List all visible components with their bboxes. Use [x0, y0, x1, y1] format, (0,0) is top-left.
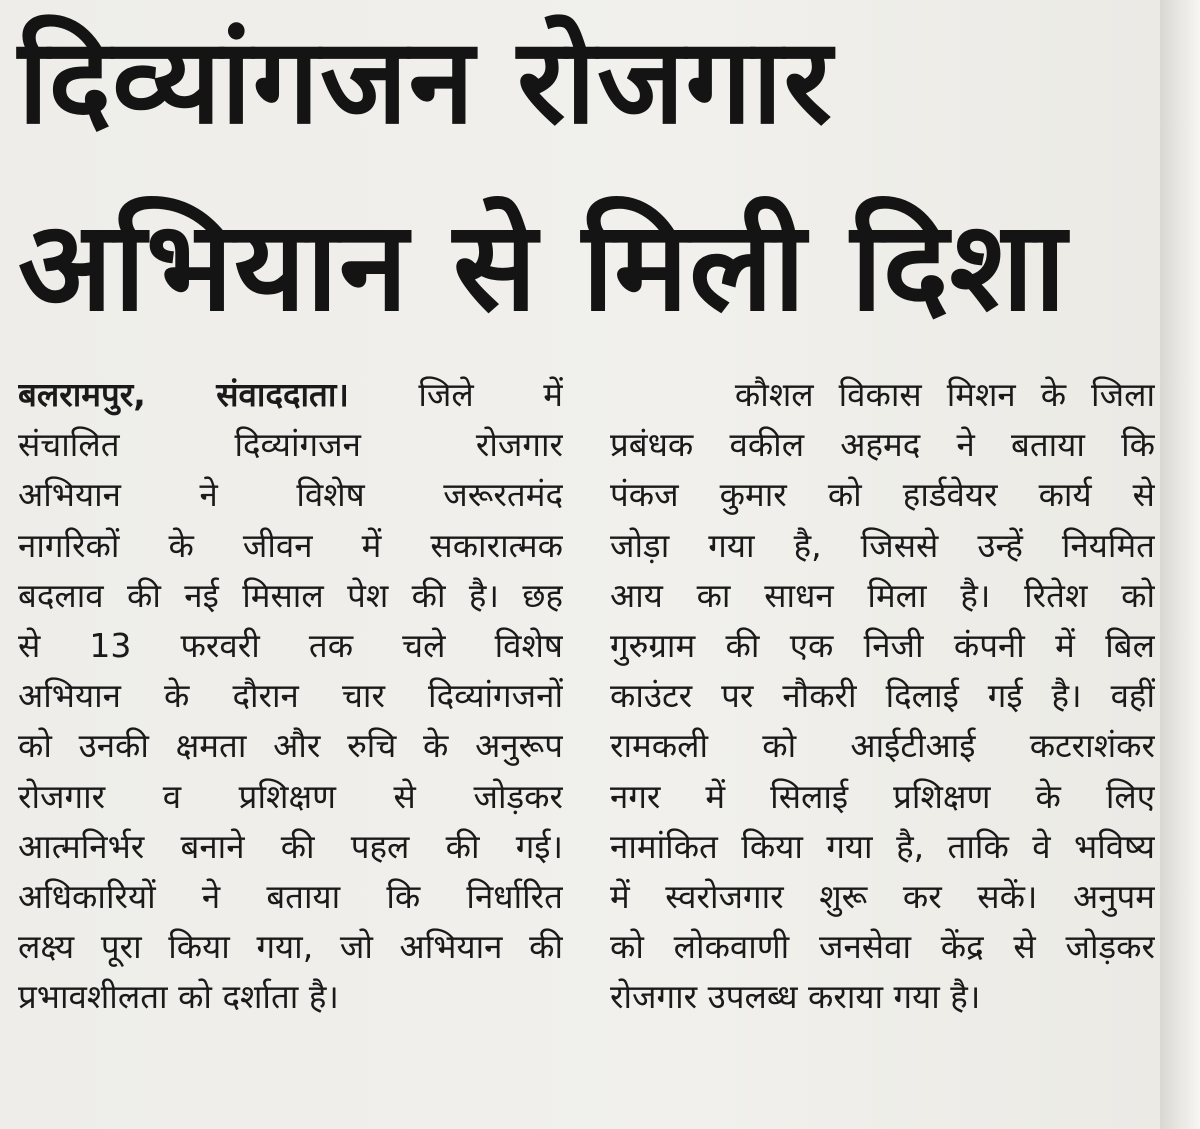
right-column	[610, 370, 1155, 1022]
left-line-2: संचालित दिव्यांगजन रोजगार	[18, 425, 563, 465]
page-edge	[1160, 0, 1200, 1129]
right-line-10: नामांकित किया गया है, ताकि वे भविष्य	[610, 826, 1155, 866]
right-line-12: को लोकवाणी जनसेवा केंद्र से जोड़कर	[610, 927, 1155, 967]
left-line-8: को उनकी क्षमता और रुचि के अनुरूप	[18, 726, 563, 766]
left-column	[18, 370, 563, 1022]
headline-line-1: दिव्यांगजन रोजगार	[18, 12, 833, 150]
left-line-10: आत्मनिर्भर बनाने की पहल की गई।	[18, 826, 563, 866]
right-line-3: पंकज कुमार को हार्डवेयर कार्य से	[610, 475, 1155, 515]
left-line-3: अभियान ने विशेष जरूरतमंद	[18, 475, 563, 515]
left-line-5: बदलाव की नई मिसाल पेश की है। छह	[18, 575, 563, 615]
right-line-4: जोड़ा गया है, जिससे उन्हें नियमित	[610, 525, 1155, 565]
left-line-6: से 13 फरवरी तक चले विशेष	[18, 625, 563, 665]
left-line-4: नागरिकों के जीवन में सकारात्मक	[18, 525, 563, 565]
right-line-2: प्रबंधक वकील अहमद ने बताया कि	[610, 425, 1155, 465]
right-line-1: कौशल विकास मिशन के जिला	[610, 375, 1155, 414]
right-line-6: गुरुग्राम की एक निजी कंपनी में बिल	[610, 625, 1155, 665]
left-line-9: रोजगार व प्रशिक्षण से जोड़कर	[18, 776, 563, 816]
left-line-11: अधिकारियों ने बताया कि निर्धारित	[18, 876, 563, 916]
right-line-11: में स्वरोजगार शुरू कर सकें। अनुपम	[610, 876, 1155, 916]
left-line-12: लक्ष्य पूरा किया गया, जो अभियान की	[18, 927, 563, 967]
right-line-7: काउंटर पर नौकरी दिलाई गई है। वहीं	[610, 676, 1155, 716]
left-line-7: अभियान के दौरान चार दिव्यांगजनों	[18, 676, 563, 716]
headline-line-2: अभियान से मिली दिशा	[18, 195, 1068, 339]
dateline: बलरामपुर, संवाददाता।	[18, 375, 349, 414]
right-line-9: नगर में सिलाई प्रशिक्षण के लिए	[610, 776, 1155, 816]
left-line-1: बलरामपुर, संवाददाता। जिले में	[18, 375, 563, 414]
right-line-5: आय का साधन मिला है। रितेश को	[610, 575, 1155, 615]
right-line-8: रामकली को आईटीआई कटराशंकर	[610, 726, 1155, 766]
right-line-13: रोजगार उपलब्ध कराया गया है।	[610, 977, 981, 1017]
left-line-13: प्रभावशीलता को दर्शाता है।	[18, 977, 339, 1017]
